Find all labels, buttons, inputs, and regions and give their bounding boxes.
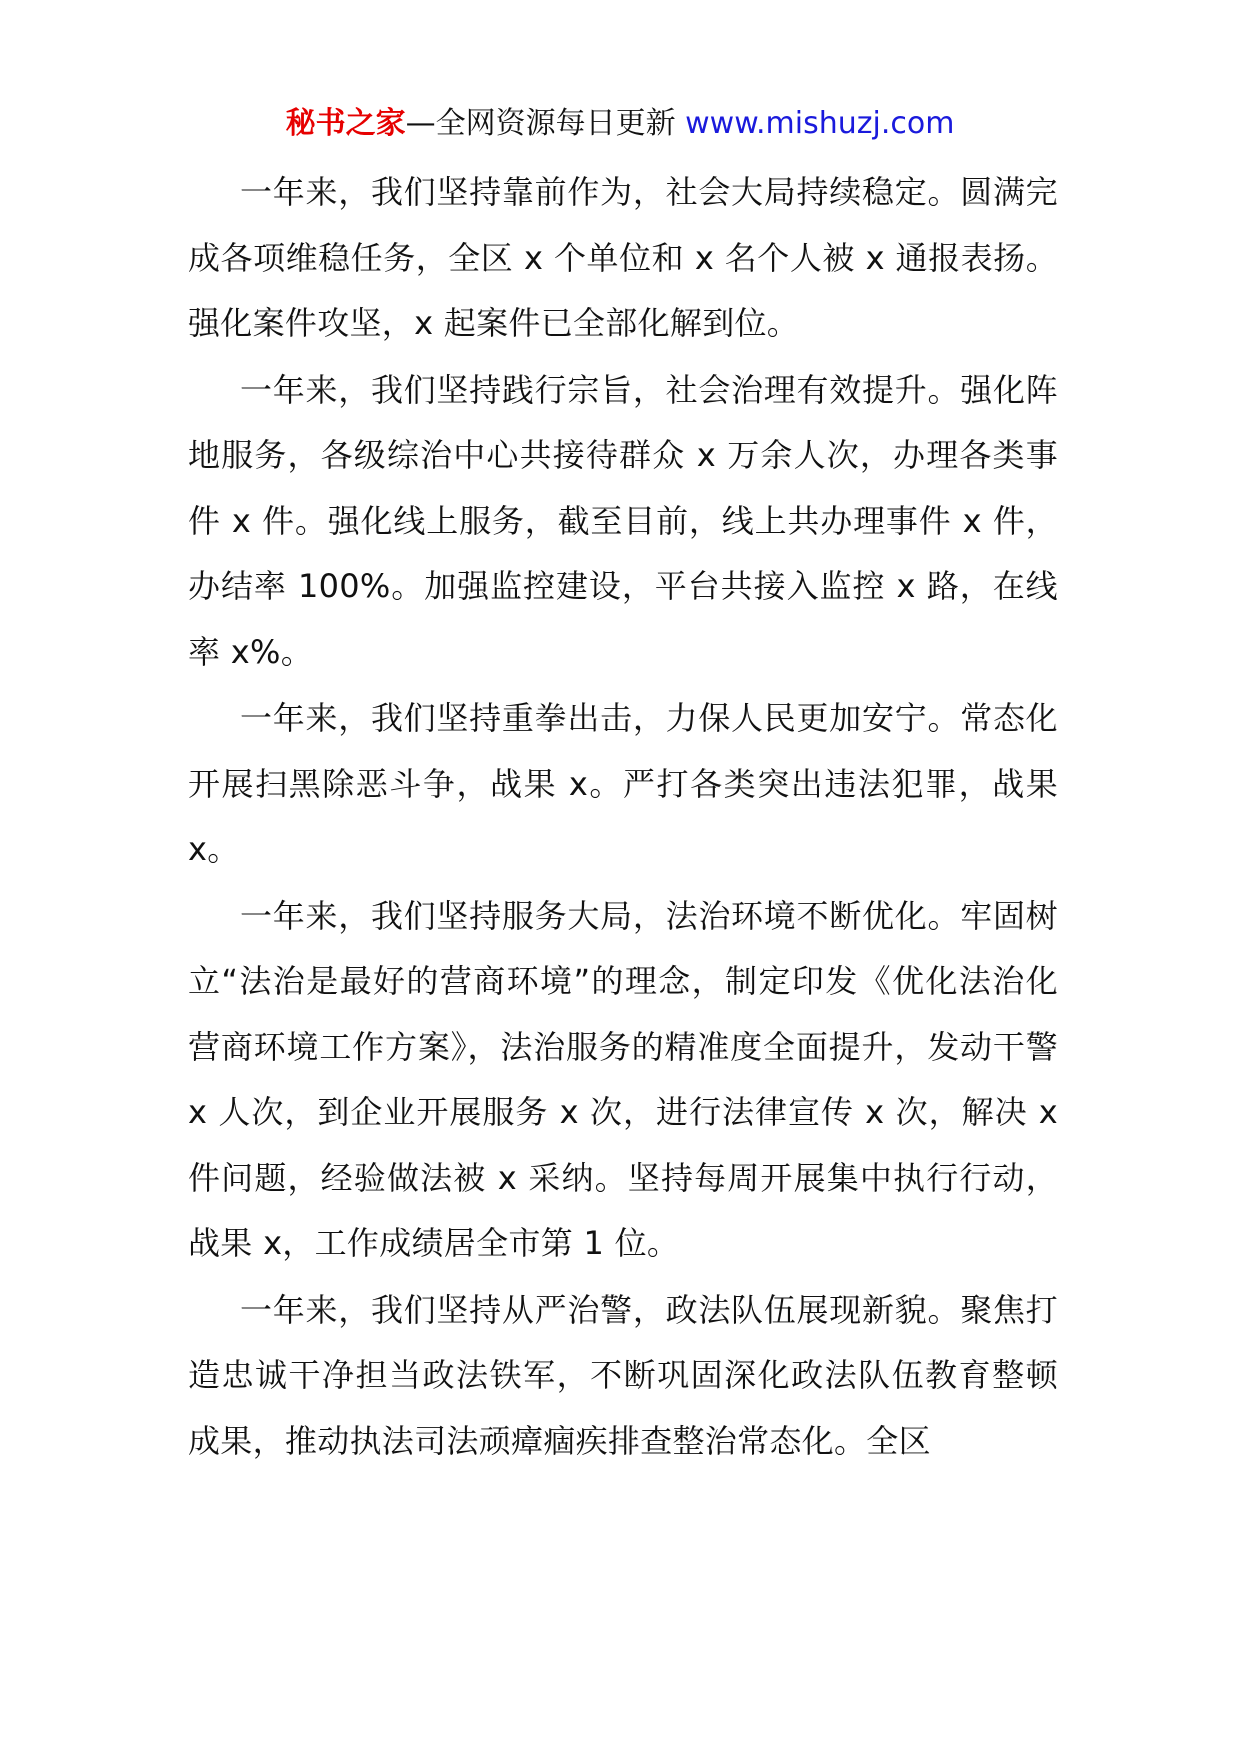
paragraph: 一年来，我们坚持服务大局，法治环境不断优化。牢固树立“法治是最好的营商环境”的理念，制定印发《优化法治化营商环境工作方案》，法治服务的精准度全面提升，发动干警 x 人次，到企业开展服务 x 次，进行法律宣传 x 次，解决 x 件问题，经验做法被 x 采纳。坚持每周开展集中执行行动，战果 x，工作成绩居全市第 1 位。	[188, 896, 1058, 1262]
paragraph: 一年来，我们坚持靠前作为，社会大局持续稳定。圆满完成各项维稳任务，全区 x 个单位和 x 名个人被 x 通报表扬。强化案件攻坚，x 起案件已全部化解到位。	[188, 173, 1058, 342]
site-brand: 秘书之家	[285, 106, 406, 141]
paragraph: 一年来，我们坚持重拳出击，力保人民更加安宁。常态化开展扫黑除恶斗争，战果 x。严打各类突出违法犯罪，战果 x。	[188, 699, 1058, 868]
document-body	[188, 160, 1058, 1475]
site-header	[0, 104, 1240, 144]
site-url-link[interactable]: www.mishuzj.com	[685, 106, 955, 141]
paragraph: 一年来，我们坚持践行宗旨，社会治理有效提升。强化阵地服务，各级综治中心共接待群众 x 万余人次，办理各类事件 x 件。强化线上服务，截至目前，线上共办理事件 x 件，办结率 100%。加强监控建设，平台共接入监控 x 路，在线率 x%。	[188, 370, 1058, 671]
paragraph: 一年来，我们坚持从严治警，政法队伍展现新貌。聚焦打造忠诚干净担当政法铁军，不断巩固深化政法队伍教育整顿成果，推动执法司法顽瘴痼疾排查整治常态化。全区	[188, 1290, 1058, 1460]
site-tagline: —全网资源每日更新	[405, 106, 686, 141]
